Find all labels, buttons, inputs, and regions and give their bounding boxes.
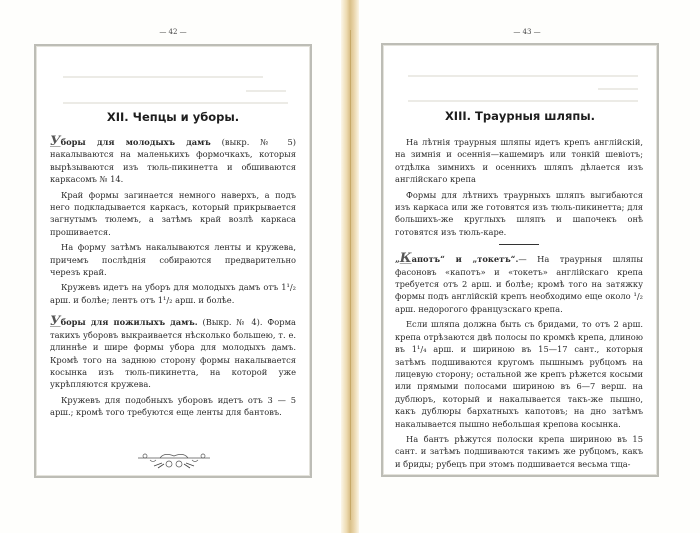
paragraph xyxy=(395,253,643,315)
paragraph-text: — На траурныя шляпы фасоновъ «капотъ» и «токетъ» англійскаго крепа требуется отъ 2 арш. и болѣе; кромѣ того на затяжку формы подъ англійскій крепъ необходимо еще около ¹/₂ арш. недорогого французскаго крепа. xyxy=(395,254,644,314)
paragraph xyxy=(395,189,643,239)
paragraph xyxy=(50,241,296,278)
paragraph-text: На лѣтнія траурныя шляпы идетъ крепъ англійскій, на зимнія и осеннія—кашемиръ или тонкій шевіотъ; отдѣлка зимнихъ и осеннихъ шляпъ дѣлается изъ англійскаго крепа xyxy=(395,137,643,185)
decorative-initial-letter: К xyxy=(399,251,412,267)
paragraph-text: Край формы загинается немного наверхъ, а подъ него подкладывается каркасъ, который прикрывается загнутымъ тюлемъ, а затѣмъ край возлѣ каркаса прошивается. xyxy=(50,189,296,237)
bleed-through-line xyxy=(408,75,638,77)
decorative-initial-letter: У xyxy=(50,314,61,330)
paragraph xyxy=(395,136,643,186)
decorative-initial-letter: У xyxy=(50,134,61,149)
paragraph xyxy=(50,189,296,239)
left-body-text xyxy=(50,136,296,422)
paragraph-text: (выкр. № 5) накалываются на маленькихъ формочкахъ, которыя вырѣзываются изъ тюль-пикинетта и обшиваются каркасомъ № 14. xyxy=(50,137,296,185)
section-divider xyxy=(499,244,539,245)
page-number-right: — 43 — xyxy=(513,28,541,36)
paragraph xyxy=(395,433,643,470)
paragraph-text: Если шляпа должна быть съ бридами, то отъ 2 арш. крепа отрѣзаются двѣ полосы по кромкѣ крепа, длиною въ 1¹/₄ арш. и шириною въ 15—17 сант., которыя затѣмъ подшиваются кругомъ пышнымъ рубцомъ на лицевую сторону; остальной же крепъ рѣжется косыми или прямыми полосами шириною въ 6—7 верш. на дублюръ, который и накалывается такъ-же пышно, какъ дублюры бархатныхъ капотовъ; на дно затѣмъ накалывается пышно небольшая крепова косынка. xyxy=(395,319,643,429)
chapter-title: XII. Чепцы и уборы. xyxy=(106,110,240,124)
right-body-text xyxy=(395,136,643,473)
bleed-through-line xyxy=(63,102,288,104)
paragraph xyxy=(50,394,296,419)
paragraph xyxy=(395,318,643,430)
paragraph-lead: боры для молодыхъ дамъ xyxy=(60,137,211,147)
paragraph xyxy=(50,316,296,390)
chapter-title: XIII. Траурныя шляпы. xyxy=(444,109,596,123)
bleed-through-line xyxy=(63,76,263,78)
paragraph-lead: боры для пожилыхъ дамъ. xyxy=(60,317,198,328)
paragraph-text: Кружевъ для подобныхъ уборовъ идетъ отъ 3 — 5 арш.; кромѣ того требуются еще ленты для бантовъ. xyxy=(50,394,296,418)
bleed-through-line xyxy=(246,90,286,92)
right-text-frame xyxy=(381,43,659,477)
lead-prefix: „ xyxy=(395,254,400,265)
paragraph-text: Формы для лѣтнихъ траурныхъ шляпъ выгибаются изъ каркаса или же готовятся изъ тюль-пикинетта; для большихъ-же круглыхъ шляпъ и шапочекъ онѣ готовятся изъ тюль-каре. xyxy=(395,189,643,237)
left-text-frame xyxy=(34,44,312,478)
floral-tailpiece-ornament-icon xyxy=(136,449,212,471)
bleed-through-line xyxy=(408,100,638,102)
paragraph-lead: апотъ“ и „токетъ“. xyxy=(411,254,519,265)
spine-crease xyxy=(350,30,351,520)
paragraph xyxy=(50,281,296,306)
paragraph-group xyxy=(50,316,296,418)
paragraph xyxy=(50,136,296,186)
page-number-left: — 42 — xyxy=(159,28,187,36)
paragraph-text: На форму затѣмъ накалываются ленты и кружева, причемъ послѣднія собираются предварительно черезъ край. xyxy=(50,242,296,278)
paragraph-text: (Выкр. № 4). Форма такихъ уборовъ выкраивается нѣсколько большею, т. е. длиннѣе и шире формы убора для молодыхъ дамъ. Кромѣ того на заднюю сторону формы накалывается косынка изъ тюль-пикинетта, на которой уже укрѣпляются кружева. xyxy=(50,317,296,390)
paragraph-text: Кружевъ идетъ на уборъ для молодыхъ дамъ отъ 1¹/₂ арш. и болѣе; лентъ отъ 1¹/₂ арш. и болѣе. xyxy=(50,282,296,305)
bleed-through-line xyxy=(598,88,638,90)
paragraph-text: На бантъ рѣжутся полоски крепа шириною въ 15 сант. и затѣмъ подшиваются такимъ же рубцомъ, какъ и бриды; рубецъ при этомъ подшивается весьма тща- xyxy=(395,433,643,469)
